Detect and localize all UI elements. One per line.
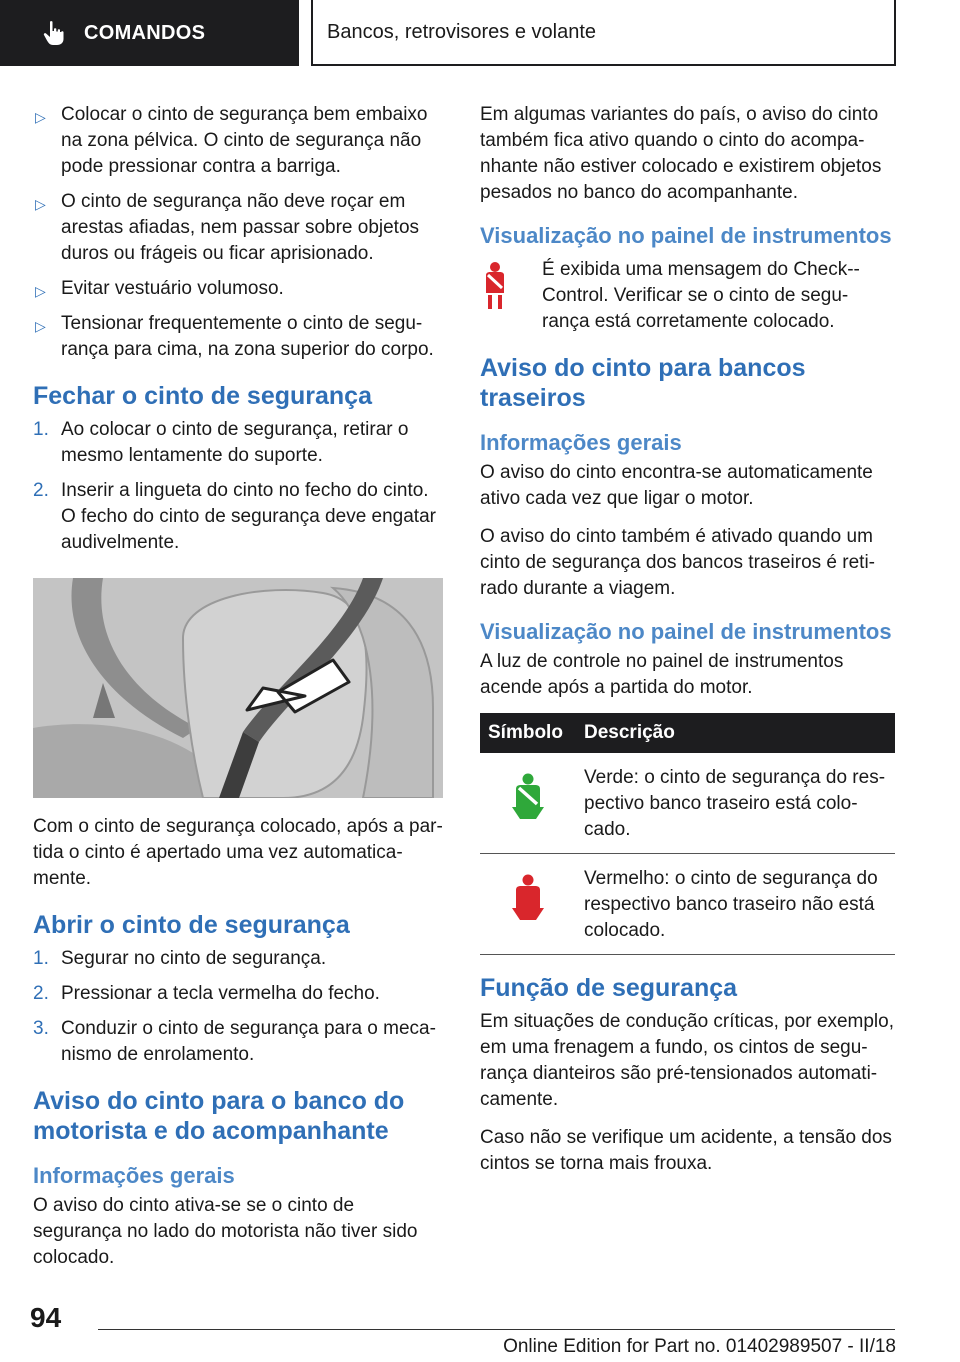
step-item: 3. Conduzir o cinto de segurança para o meca-nismo de enrolamento. — [33, 1018, 436, 1065]
triangle-bullet-icon: ▷ — [35, 196, 46, 212]
section-title: Bancos, retrovisores e volante — [311, 0, 896, 66]
step-item: 1. Segurar no cinto de segurança. — [33, 948, 327, 969]
page-footer — [0, 1290, 960, 1362]
close-belt-heading: Fechar o cinto de segurança — [33, 382, 372, 410]
display-heading-2: Visualização no painel de instrumentos — [480, 619, 892, 644]
open-belt-heading: Abrir o cinto de segurança — [33, 911, 350, 939]
edition-note: Online Edition for Part no. 01402989507 - II/18 — [503, 1336, 896, 1357]
step-item: 1. Ao colocar o cinto de segurança, retirar o mesmo lentamente do suporte. — [33, 419, 409, 466]
passenger-warning-text: Em algumas variantes do país, o aviso do cinto também fica ativo quando o cinto do acompa-nhante não estiver colocado e existirem objetos pesados no banco do acompanhante. — [480, 104, 882, 203]
step-item: 2. Inserir a lingueta do cinto no fecho do cinto. O fecho do cinto de segurança deve engatar audivelmente. — [33, 480, 436, 553]
rear-warning-text-2: O aviso do cinto também é ativado quando um cinto de segurança dos bancos traseiros é reti-rado durante a viagem. — [480, 526, 875, 599]
chapter-tab[interactable] — [0, 0, 299, 66]
check-control-text: É exibida uma mensagem do Check--Control. Verificar se o cinto de segu-rança está corretamente colocado. — [542, 259, 860, 332]
rear-warning-heading: Aviso do cinto para bancos traseiros — [480, 354, 806, 412]
column-header-symbol: Símbolo — [480, 713, 576, 753]
driver-warning-heading: Aviso do cinto para o banco do motorista e do acompanhante — [33, 1087, 405, 1145]
green-status-description: Verde: o cinto de segurança do res-pectivo banco traseiro está colo-cado. — [576, 753, 895, 854]
symbol-table — [480, 713, 895, 955]
open-belt-steps — [33, 946, 443, 1068]
triangle-bullet-icon: ▷ — [35, 283, 46, 299]
belt-guidelines-list — [33, 102, 443, 363]
column-header-description: Descrição — [576, 713, 895, 753]
chapter-title: COMANDOS — [84, 21, 206, 44]
list-item: ▷ O cinto de segurança não deve roçar em arestas afiadas, nem passar sobre objetos duros ou frágeis ou ficar aprisionado. — [35, 191, 420, 264]
page-header — [0, 0, 960, 66]
table-row — [480, 854, 895, 955]
pointing-hand-icon — [42, 20, 66, 46]
check-control-note — [480, 257, 895, 335]
right-column — [480, 102, 895, 1189]
photo-caption: Com o cinto de segurança colocado, após a par-tida o cinto é apertado uma vez automatica-mente. — [33, 816, 443, 889]
list-item: ▷ Colocar o cinto de segurança bem embaixo na zona pélvica. O cinto de segurança não pode pressionar contra a barriga. — [35, 104, 428, 177]
table-header-row — [480, 713, 895, 753]
triangle-bullet-icon: ▷ — [35, 318, 46, 334]
table-row — [480, 753, 895, 854]
triangle-bullet-icon: ▷ — [35, 109, 46, 125]
seatbelt-illustration — [33, 578, 443, 798]
driver-warning-text: O aviso do cinto ativa-se se o cinto de segurança no lado do motorista não tiver sido colocado. — [33, 1195, 418, 1268]
red-seatbelt-warning-icon — [480, 261, 510, 309]
left-column — [33, 102, 443, 1283]
safety-function-heading: Função de segurança — [480, 974, 738, 1002]
step-item: 2. Pressionar a tecla vermelha do fecho. — [33, 983, 380, 1004]
green-seatbelt-icon — [508, 773, 548, 819]
page-number: 94 — [30, 1302, 62, 1333]
display-heading-1: Visualização no painel de instrumentos — [480, 223, 892, 248]
list-item: ▷ Evitar vestuário volumoso. — [33, 276, 443, 302]
red-status-description: Vermelho: o cinto de segurança do respectivo banco traseiro não está colocado. — [576, 854, 895, 955]
red-seat-icon — [508, 874, 548, 920]
footer-divider — [98, 1329, 895, 1330]
safety-text-2: Caso não se verifique um acidente, a tensão dos cintos se torna mais frouxa. — [480, 1127, 892, 1174]
rear-warning-text-1: O aviso do cinto encontra-se automaticamente ativo cada vez que ligar o motor. — [480, 462, 873, 509]
close-belt-steps — [33, 417, 443, 556]
control-light-text: A luz de controle no painel de instrumentos acende após a partida do motor. — [480, 651, 844, 698]
list-item: ▷ Tensionar frequentemente o cinto de segu-rança para cima, na zona superior do corpo. — [35, 313, 434, 360]
safety-text-1: Em situações de condução críticas, por exemplo, em uma frenagem a fundo, os cintos de segu-rança dianteiros são pré-tensionados automati-camente. — [480, 1011, 894, 1110]
rear-general-info-heading: Informações gerais — [480, 430, 682, 455]
driver-general-info-heading: Informações gerais — [33, 1163, 235, 1188]
